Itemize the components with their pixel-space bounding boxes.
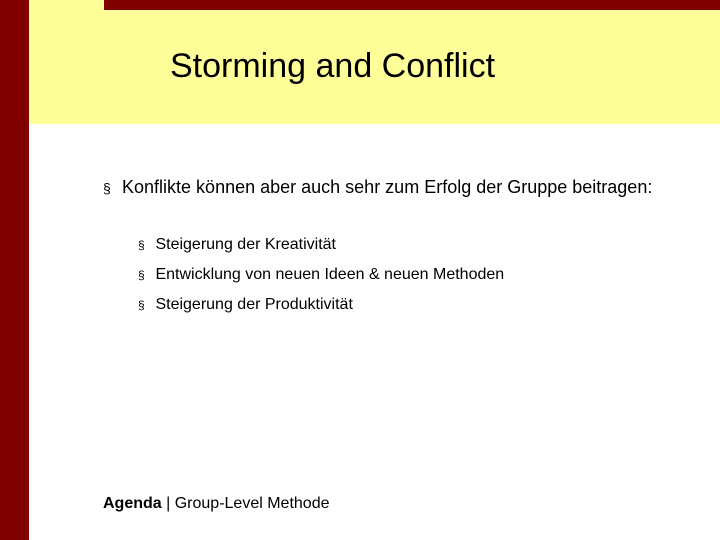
sub-bullet-text: Steigerung der Kreativität (155, 236, 336, 253)
sub-bullet-text: Steigerung der Produktivität (155, 296, 353, 313)
main-bullet-text: Konflikte können aber auch sehr zum Erfolg der Gruppe beitragen: (122, 177, 653, 197)
main-bullet (103, 175, 663, 201)
bullet-icon: § (138, 268, 145, 282)
sub-bullet-item (138, 260, 504, 290)
left-accent-bar (0, 0, 29, 540)
footer (103, 494, 330, 514)
sub-bullet-item (138, 290, 504, 320)
bullet-icon: § (103, 180, 111, 196)
top-accent-strip (104, 0, 720, 10)
footer-section-label: Group-Level Methode (174, 495, 330, 512)
footer-separator: | (166, 495, 171, 512)
bullet-icon: § (138, 298, 145, 312)
slide-title: Storming and Conflict (170, 47, 496, 85)
sub-bullet-text: Entwicklung von neuen Ideen & neuen Methoden (155, 266, 505, 283)
footer-agenda-label: Agenda (103, 495, 162, 512)
bullet-icon: § (138, 238, 145, 252)
sub-bullet-item (138, 230, 504, 260)
sub-bullet-list (138, 230, 504, 320)
title-band-corner (29, 0, 104, 10)
